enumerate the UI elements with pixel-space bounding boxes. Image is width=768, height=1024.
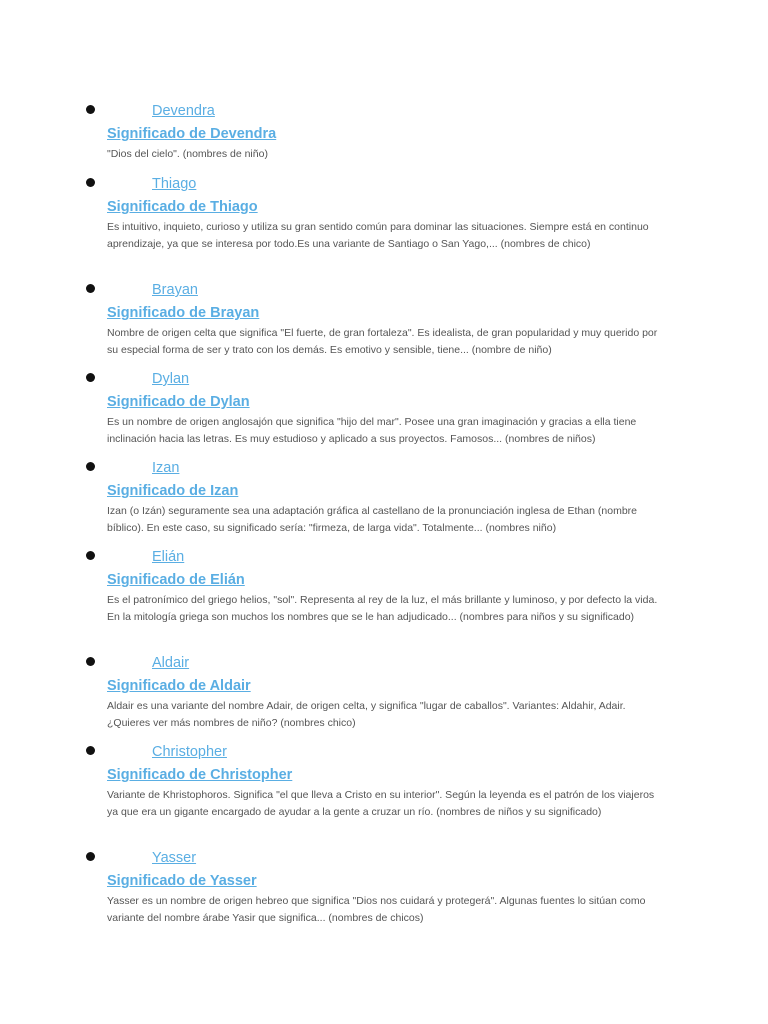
list-item — [107, 546, 667, 652]
name-link[interactable]: Dylan — [152, 371, 190, 387]
meaning-link[interactable]: Significado de Elián — [107, 572, 245, 588]
name-list — [0, 100, 768, 936]
bullet-icon — [86, 551, 95, 560]
bullet-icon — [86, 852, 95, 861]
meaning-description: Aldair es una variante del nombre Adair, de origen celta, y significa "lugar de caballos". Variantes: Aldahir, Adair. ¿Quieres ver más nombres de niño? (nombres chico) — [107, 700, 626, 729]
meaning-description: Yasser es un nombre de origen hebreo que significa "Dios nos cuidará y protegerá". Algunas fuentes lo sitúan como variante del nombre árabe Yasir que significa... (nombres de chicos) — [107, 895, 646, 924]
meaning-description: Es un nombre de origen anglosajón que significa "hijo del mar". Posee una gran imaginación y gracias a ella tiene inclinación hacia las letras. Es muy estudioso y aplicado a sus proyectos. Famosos... (nombres de niños) — [107, 416, 637, 445]
list-item — [107, 457, 667, 546]
list-item — [107, 173, 667, 279]
name-link[interactable]: Aldair — [152, 655, 190, 671]
name-link[interactable]: Yasser — [152, 850, 197, 866]
bullet-icon — [86, 284, 95, 293]
list-item — [107, 741, 667, 847]
meaning-link[interactable]: Significado de Brayan — [107, 305, 260, 321]
list-item — [107, 847, 667, 936]
list-item — [107, 279, 667, 368]
meaning-link[interactable]: Significado de Aldair — [107, 678, 251, 694]
name-link[interactable]: Thiago — [152, 176, 197, 192]
bullet-icon — [86, 746, 95, 755]
list-item — [107, 368, 667, 457]
name-link[interactable]: Elián — [152, 549, 185, 565]
name-link[interactable]: Devendra — [152, 103, 215, 119]
bullet-icon — [86, 105, 95, 114]
meaning-description: "Dios del cielo". (nombres de niño) — [107, 148, 268, 160]
meaning-link[interactable]: Significado de Devendra — [107, 126, 277, 142]
meaning-description: Variante de Khristophoros. Significa "el que lleva a Cristo en su interior". Según la leyenda es el patrón de los viajeros ya que era un gigante encargado de ayudar a la gente a cruzar un río. (nombres de niños y su significado) — [107, 789, 655, 818]
bullet-icon — [86, 178, 95, 187]
meaning-description: Es el patronímico del griego helios, "sol". Representa al rey de la luz, el más brillante y luminoso, y por defecto la vida. En la mitología griega son muchos los nombres que se le han adjudicado... (nombres para niños y su significado) — [107, 594, 658, 623]
meaning-link[interactable]: Significado de Thiago — [107, 199, 258, 215]
meaning-description: Izan (o Izán) seguramente sea una adaptación gráfica al castellano de la pronunciación inglesa de Ethan (nombre bíblico). En este caso, su significado sería: "firmeza, de larga vida". Totalmente... (nombres niño) — [107, 505, 638, 534]
meaning-description: Es intuitivo, inquieto, curioso y utiliza su gran sentido común para dominar las situaciones. Siempre está en continuo aprendizaje, ya que se interesa por todo.Es una variante de Santiago o San Yago,... (nombres de chico) — [107, 221, 649, 250]
bullet-icon — [86, 373, 95, 382]
list-item — [107, 652, 667, 741]
name-link[interactable]: Izan — [152, 460, 180, 476]
meaning-link[interactable]: Significado de Izan — [107, 483, 239, 499]
meaning-link[interactable]: Significado de Yasser — [107, 873, 257, 889]
name-link[interactable]: Christopher — [152, 744, 227, 760]
meaning-link[interactable]: Significado de Christopher — [107, 767, 293, 783]
list-item — [107, 100, 667, 173]
meaning-description: Nombre de origen celta que significa "El fuerte, de gran fortaleza". Es idealista, de gran popularidad y muy querido por su especial forma de ser y trato con los demás. Es emotivo y sensible, tiene... (nombre de niño) — [107, 327, 658, 356]
bullet-icon — [86, 657, 95, 666]
bullet-icon — [86, 462, 95, 471]
name-link[interactable]: Brayan — [152, 282, 198, 298]
meaning-link[interactable]: Significado de Dylan — [107, 394, 250, 410]
